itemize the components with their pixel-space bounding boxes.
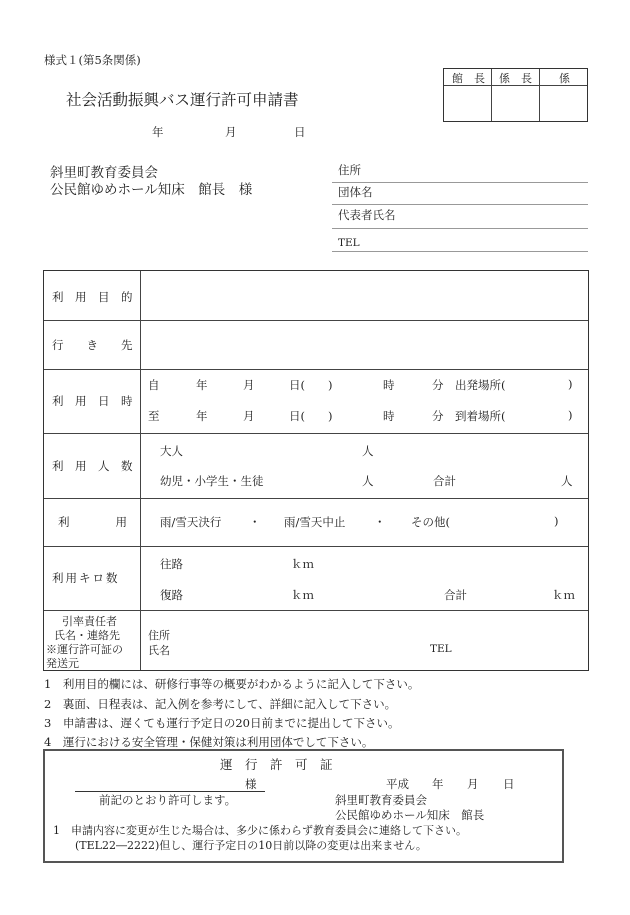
applicant-tel-field[interactable]: [332, 251, 588, 252]
permit-day[interactable]: 日: [503, 777, 515, 791]
applicant-rep-field[interactable]: [332, 228, 588, 229]
leader-label-3: ※運行許可証の: [46, 643, 123, 656]
leader-tel-label[interactable]: TEL: [430, 643, 452, 655]
distance-total-unit[interactable]: ｋｍ: [552, 588, 575, 602]
from-place-close: ): [568, 377, 573, 391]
addressee-line1: 斜里町教育委員会: [50, 165, 158, 181]
permit-issuer-2: 公民館ゆめホール知床 館長: [335, 808, 485, 822]
from-place[interactable]: 出発場所(: [455, 378, 506, 392]
permit-year[interactable]: 年: [432, 777, 444, 791]
purpose-field[interactable]: [141, 271, 588, 320]
stamp-header-director: 館 長: [452, 72, 485, 85]
from-prefix: 自: [148, 378, 160, 392]
to-day[interactable]: 日( ): [289, 409, 333, 423]
return-label: 復路: [160, 588, 183, 602]
applicant-address-field[interactable]: [332, 182, 588, 183]
outbound-label: 往路: [160, 557, 183, 571]
applicant-rep-label: 代表者氏名: [338, 208, 396, 222]
leader-label-4: 発送元: [46, 657, 79, 670]
applicant-address-label: 住所: [338, 163, 361, 177]
usage-dot-1: ・: [249, 515, 261, 529]
from-month[interactable]: 月: [243, 378, 255, 392]
stamp-cell-staff[interactable]: [540, 86, 587, 121]
distance-label: 利用キロ数: [52, 571, 120, 585]
stamp-header-chief: 係 長: [499, 72, 532, 85]
to-month[interactable]: 月: [243, 409, 255, 423]
stamp-box: [443, 68, 588, 122]
usage-dot-2: ・: [374, 515, 386, 529]
applicant-tel-label: TEL: [338, 237, 360, 249]
leader-label-1: 引率責任者: [62, 615, 117, 628]
usage-option-other[interactable]: その他(: [411, 515, 450, 529]
to-place-close: ): [568, 408, 573, 422]
stamp-header-staff: 係: [559, 72, 570, 85]
people-label: 利 用 人 数: [52, 459, 133, 473]
usage-option-rain-cancel[interactable]: 雨/雪天中止: [284, 515, 346, 529]
people-total-unit[interactable]: 人: [561, 474, 573, 488]
permit-issuer-1: 斜里町教育委員会: [335, 793, 427, 807]
outbound-unit[interactable]: ｋｍ: [291, 557, 314, 571]
note-4: 4 運行における安全管理・保健対策は利用団体でして下さい。: [44, 735, 374, 749]
adult-label: 大人: [160, 444, 183, 458]
note-2: 2 裏面、日程表は、記入例を参考にして、詳細に記入して下さい。: [44, 697, 397, 711]
date-year[interactable]: 年: [152, 125, 164, 139]
destination-field[interactable]: [141, 321, 588, 369]
to-minute[interactable]: 分: [432, 409, 444, 423]
note-3: 3 申請書は、遅くても運行予定日の20日前までに提出して下さい。: [44, 716, 400, 730]
addressee-line2: 公民館ゆめホール知床 館長 様: [50, 182, 253, 198]
to-year[interactable]: 年: [196, 409, 208, 423]
from-minute[interactable]: 分: [432, 378, 444, 392]
return-unit[interactable]: ｋｍ: [291, 588, 314, 602]
applicant-group-label: 団体名: [338, 185, 373, 199]
child-label: 幼児・小学生・生徒: [160, 474, 264, 488]
to-prefix: 至: [148, 409, 160, 423]
from-hour[interactable]: 時: [383, 378, 395, 392]
usage-other-close: ): [554, 514, 559, 528]
permit-title: 運 行 許 可 証: [220, 757, 333, 772]
from-day[interactable]: 日( ): [289, 378, 333, 392]
to-hour[interactable]: 時: [383, 409, 395, 423]
leader-name-label[interactable]: 氏名: [148, 644, 170, 657]
to-place[interactable]: 到着場所(: [455, 409, 506, 423]
permit-approved: 前記のとおり許可します。: [99, 793, 237, 807]
permit-era: 平成: [386, 777, 409, 791]
applicant-group-field[interactable]: [332, 204, 588, 205]
people-total-label: 合計: [433, 474, 456, 488]
usage-option-rain-go[interactable]: 雨/雪天決行: [160, 515, 222, 529]
purpose-label: 利 用 目 的: [52, 290, 133, 304]
leader-address-label[interactable]: 住所: [148, 629, 170, 642]
permit-sama: 様: [245, 777, 257, 791]
adult-unit[interactable]: 人: [362, 444, 374, 458]
stamp-cell-chief[interactable]: [492, 86, 539, 121]
from-year[interactable]: 年: [196, 378, 208, 392]
usage-label: 利 用: [58, 515, 127, 529]
destination-label: 行 き 先: [52, 338, 133, 352]
date-day[interactable]: 日: [294, 125, 306, 139]
stamp-cell-director[interactable]: [444, 86, 491, 121]
child-unit[interactable]: 人: [362, 474, 374, 488]
form-number: 様式１(第5条関係): [44, 53, 141, 67]
permit-note-1: 1 申請内容に変更が生じた場合は、多少に係わらず教育委員会に連絡して下さい。: [53, 824, 467, 837]
permit-note-2: (TEL22―2222)但し、運行予定日の10日前以降の変更は出来ません。: [75, 839, 427, 852]
leader-label-2: 氏名・連絡先: [54, 629, 120, 642]
date-month[interactable]: 月: [225, 125, 237, 139]
datetime-label: 利 用 日 時: [52, 394, 133, 408]
permit-month[interactable]: 月: [467, 777, 479, 791]
note-1: 1 利用目的欄には、研修行事等の概要がわかるように記入して下さい。: [44, 677, 420, 691]
main-table: [43, 270, 589, 671]
page-title: 社会活動振興バス運行許可申請書: [66, 91, 299, 109]
permit-box: [43, 749, 564, 863]
distance-total-label: 合計: [444, 588, 467, 602]
